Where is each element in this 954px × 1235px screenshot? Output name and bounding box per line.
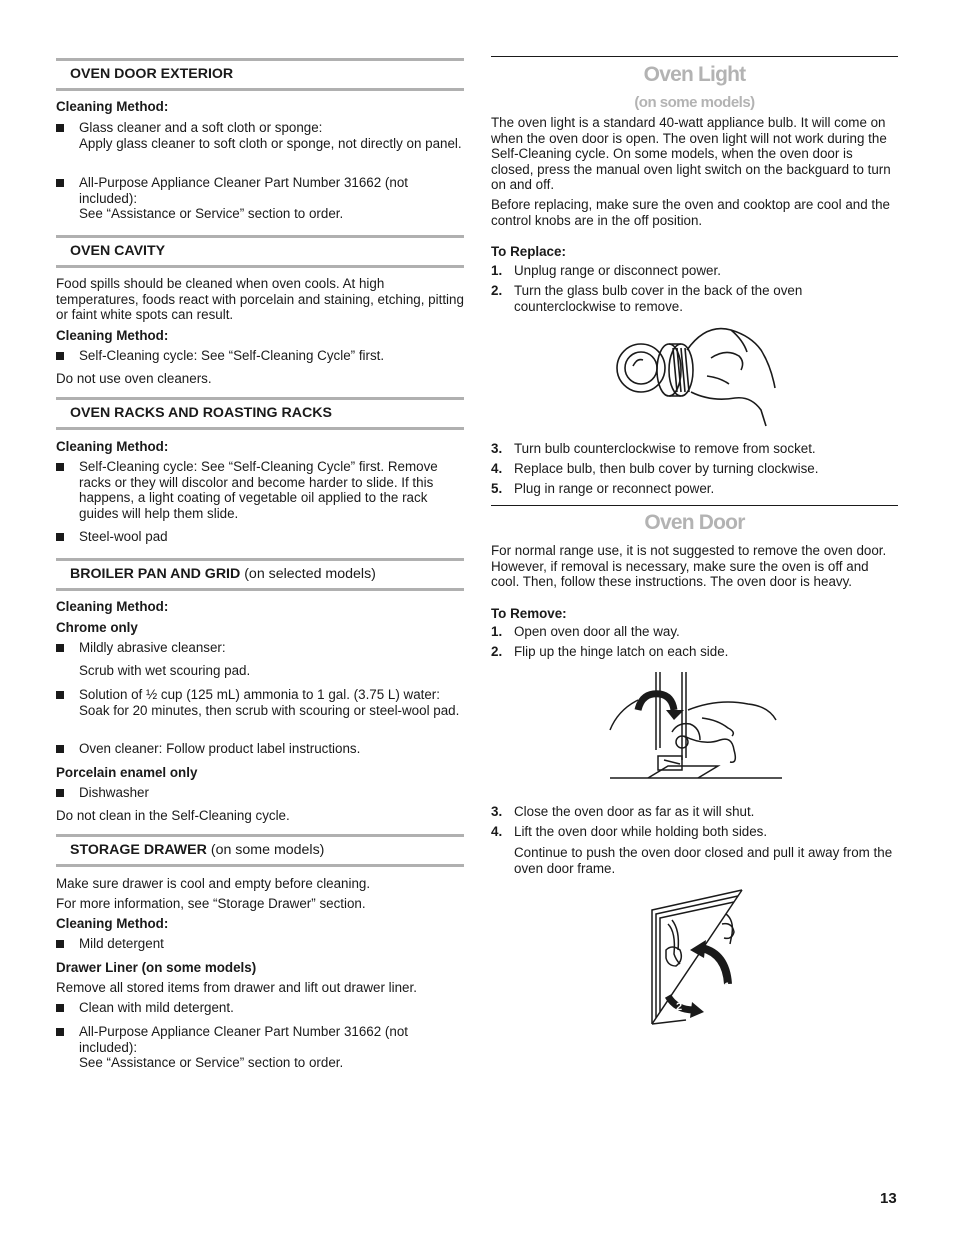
oven-door-p1: For normal range use, it is not suggested to remove the oven door. However, if removal is necessary, make sure the oven is off and cool. Then, follow these instructions. The oven door is heavy.: [491, 543, 887, 589]
figure-label-2: 2: [676, 1001, 683, 1013]
section-header-broiler: [56, 558, 464, 591]
step-text: Unplug range or disconnect power.: [514, 263, 721, 278]
step-item: [491, 461, 898, 477]
section-header-racks: [56, 397, 464, 430]
step-number: 2.: [491, 283, 503, 298]
step-number: 4.: [491, 824, 503, 839]
step-text: Plug in range or reconnect power.: [514, 481, 715, 496]
broiler-note: Do not clean in the Self-Cleaning cycle.: [56, 808, 290, 823]
section-title-text: BROILER PAN AND GRID: [70, 566, 241, 582]
cleaning-method-label: Cleaning Method:: [56, 599, 169, 614]
bullet-icon: [56, 644, 64, 652]
step-item: [491, 283, 898, 314]
section-header-door-exterior: [56, 58, 464, 91]
section-title: OVEN RACKS AND ROASTING RACKS: [70, 405, 332, 421]
step-number: 3.: [491, 804, 503, 819]
porcelain-label: Porcelain enamel only: [56, 765, 198, 780]
bullet-icon: [56, 691, 64, 699]
chrome-only-label: Chrome only: [56, 620, 138, 635]
bullet-text: Glass cleaner and a soft cloth or sponge:: [79, 120, 323, 135]
step-item: [491, 804, 898, 820]
step-text: Replace bulb, then bulb cover by turning clockwise.: [514, 461, 819, 476]
bullet-icon: [56, 1028, 64, 1036]
bullet-icon: [56, 789, 64, 797]
bullet-text: Self-Cleaning cycle: See “Self-Cleaning Cycle” first. Remove racks or they will discolor and become harder to slide. If this happens, a light coating of vegetable oil applied to the rack guides will help them slide.: [79, 459, 438, 521]
bullet-subtext: See “Assistance or Service” section to order.: [79, 1055, 344, 1070]
step-item: [491, 441, 898, 457]
oven-door-title: Oven Door: [644, 511, 745, 534]
drawer-p2: For more information, see “Storage Drawer” section.: [56, 896, 366, 911]
cavity-intro: Food spills should be cleaned when oven cools. At high temperatures, foods react with porcelain and staining, etching, pitting or faint white spots can result.: [56, 276, 464, 322]
to-remove-label: To Remove:: [491, 606, 567, 621]
list-item: [56, 936, 464, 952]
step-number: 1.: [491, 263, 503, 278]
section-title: [70, 843, 324, 859]
step-item: [491, 644, 898, 660]
bullet-icon: [56, 940, 64, 948]
step-number: 5.: [491, 481, 503, 496]
cavity-note: Do not use oven cleaners.: [56, 371, 212, 386]
step-item: [491, 481, 898, 497]
drawer-p1: Make sure drawer is cool and empty before cleaning.: [56, 876, 371, 891]
section-title-note: (on some models): [210, 842, 325, 858]
section-title: OVEN DOOR EXTERIOR: [70, 66, 234, 82]
bullet-subtext: Apply glass cleaner to soft cloth or sponge, not directly on panel.: [79, 135, 462, 151]
oven-light-p2: Before replacing, make sure the oven and cooktop are cool and the control knobs are in the off position.: [491, 197, 890, 228]
bullet-icon: [56, 533, 64, 541]
step-item: [491, 824, 898, 840]
section-title: OVEN CAVITY: [70, 243, 166, 259]
hinge-latch-illustration: [608, 670, 784, 786]
cleaning-method-label: Cleaning Method:: [56, 328, 169, 343]
section-title: [70, 567, 376, 583]
bullet-icon: [56, 1004, 64, 1012]
cleaning-method-label: Cleaning Method:: [56, 99, 169, 114]
step-number: 2.: [491, 644, 503, 659]
section-header-storage-drawer: [56, 834, 464, 867]
bullet-text: Solution of ½ cup (125 mL) ammonia to 1 gal. (3.75 L) water: Soak for 20 minutes, then scrub with scouring or steel-wool pad.: [79, 687, 460, 718]
step-number: 1.: [491, 624, 503, 639]
bullet-icon: [56, 352, 64, 360]
list-item: [56, 640, 464, 656]
list-item: [56, 529, 464, 545]
bullet-text: All-Purpose Appliance Cleaner Part Number 31662 (not included):: [79, 175, 408, 206]
step-number: 3.: [491, 441, 503, 456]
bullet-text: Clean with mild detergent.: [79, 1000, 234, 1015]
bullet-text: All-Purpose Appliance Cleaner Part Number 31662 (not included):: [79, 1024, 408, 1055]
bullet-subtext: Scrub with wet scouring pad.: [79, 663, 251, 678]
list-item: [56, 120, 464, 151]
list-item: [56, 459, 464, 521]
list-item: [56, 348, 464, 364]
step-text: Close the oven door as far as it will shut.: [514, 804, 755, 819]
page-number: 13: [880, 1190, 897, 1207]
section-header-oven-cavity: [56, 235, 464, 268]
bullet-icon: [56, 124, 64, 132]
bullet-text: Oven cleaner: Follow product label instructions.: [79, 741, 361, 756]
bullet-text: Mildly abrasive cleanser:: [79, 640, 226, 655]
step-item: [491, 624, 898, 640]
bullet-text: Self-Cleaning cycle: See “Self-Cleaning Cycle” first.: [79, 348, 385, 363]
list-item: [56, 785, 464, 801]
step-text: Turn the glass bulb cover in the back of the oven counterclockwise to remove.: [514, 283, 803, 314]
list-item: [56, 687, 464, 718]
bullet-text: Dishwasher: [79, 785, 149, 800]
step-text: Open oven door all the way.: [514, 624, 680, 639]
section-title-note: (on selected models): [244, 566, 376, 582]
drawer-liner-label: Drawer Liner (on some models): [56, 960, 257, 975]
bulb-cover-illustration: [611, 318, 781, 430]
bullet-subtext: See “Assistance or Service” section to order.: [79, 206, 344, 221]
bullet-text: Steel-wool pad: [79, 529, 168, 544]
list-item: [56, 741, 464, 757]
step-4-continued: Continue to push the oven door closed and pull it away from the oven door frame.: [514, 845, 893, 876]
drawer-liner-text: Remove all stored items from drawer and lift out drawer liner.: [56, 980, 417, 995]
oven-light-subtitle: (on some models): [634, 94, 755, 111]
step-text: Lift the oven door while holding both sides.: [514, 824, 768, 839]
to-replace-label: To Replace:: [491, 244, 566, 259]
step-number: 4.: [491, 461, 503, 476]
divider: [491, 56, 898, 57]
step-item: [491, 263, 898, 279]
section-title-text: STORAGE DRAWER: [70, 842, 207, 858]
door-removal-illustration: [646, 884, 746, 1032]
step-text: Flip up the hinge latch on each side.: [514, 644, 729, 659]
list-item: [56, 175, 464, 222]
oven-light-p1: The oven light is a standard 40-watt appliance bulb. It will come on when the oven door is open. The oven light will not work during the Self-Cleaning cycle. On some models, when the oven door is closed, press the manual oven light switch on the backguard to turn on and off.: [491, 115, 891, 192]
step-text: Turn bulb counterclockwise to remove from socket.: [514, 441, 816, 456]
cleaning-method-label: Cleaning Method:: [56, 916, 169, 931]
bullet-icon: [56, 745, 64, 753]
bullet-icon: [56, 463, 64, 471]
list-item: [56, 1024, 464, 1071]
bullet-icon: [56, 179, 64, 187]
figure-label-1: 1: [724, 981, 731, 993]
bullet-text: Mild detergent: [79, 936, 164, 951]
list-item: [56, 1000, 464, 1016]
cleaning-method-label: Cleaning Method:: [56, 439, 169, 454]
oven-light-title: Oven Light: [643, 63, 746, 86]
divider: [491, 505, 898, 506]
